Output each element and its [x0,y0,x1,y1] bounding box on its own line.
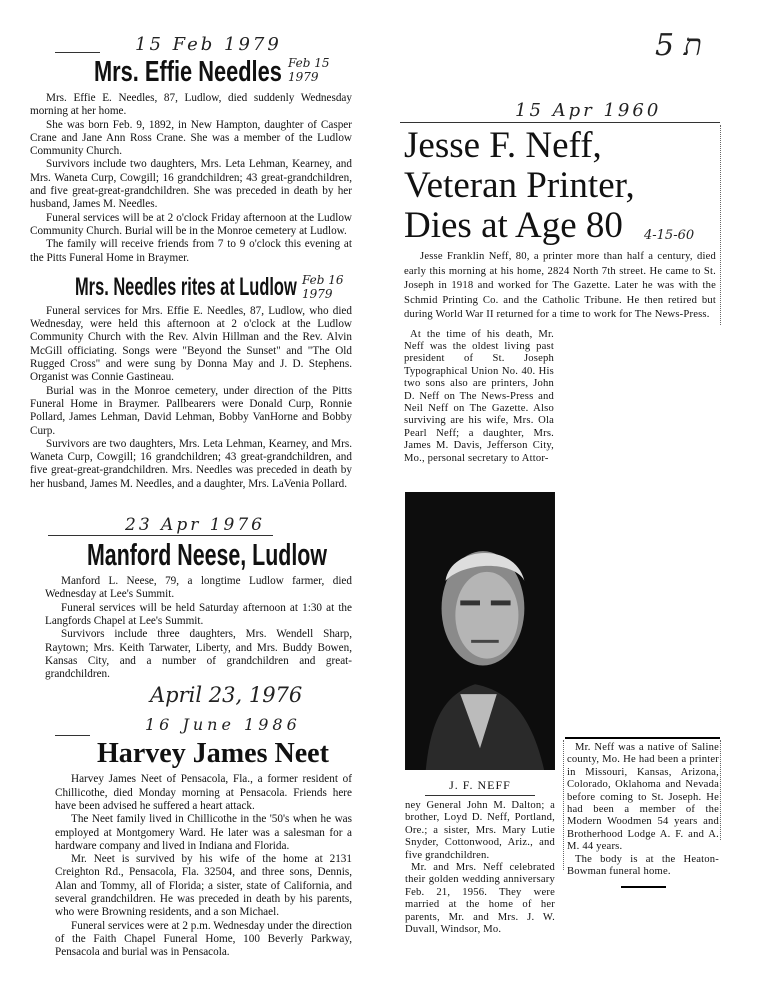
headline-row [404,166,720,206]
clip-edge [563,740,565,870]
obituary-body [55,773,352,959]
paragraph: Funeral services will be at 2 o'clock Friday afternoon at the Ludlow Community Church. Burial will be in the Monroe cemetery at Ludlow. [30,211,352,237]
margin-note: Feb 15 1979 [288,56,330,84]
date-row [30,515,352,537]
obituary-title: Harvey James Neet [97,737,329,770]
clip-edge [720,740,722,840]
paragraph: Survivors include three daughters, Mrs. Wendell Sharp, Raytown; Mrs. Keith Tarwater, Liberty, and Mrs. Buddy Bowen, Kansas City, and a number of grandchildren and great-grandchildren. [45,628,352,681]
paragraph: The Neet family lived in Chillicothe in the '50's when he was employed at Montgomery Ward. He later was a salesman for a hardware company and lived in Indiana and Florida. [55,813,352,852]
portrait-image [405,492,555,770]
headline-line: Veteran Printer, [404,165,635,206]
date-mark: 15 Apr 1960 [515,100,662,121]
article-column-2 [567,742,719,888]
title-row [30,737,352,773]
margin-note: April 23, 1976 [150,683,303,708]
date-row [30,715,352,737]
paragraph: At the time of his death, Mr. Neff was the oldest living past president of St. Joseph Typographical Union No. 40. His two sons also are printers, John D. Neff on The News-Press and Neil Neff on The Gazette. Also surviving are his wife, Mrs. Ola Pearl Neff; a daughter, Mrs. James M. Davis, Jefferson City, Mo., personal secretary to Attor- [404,328,554,464]
article-column-1 [404,329,554,465]
divider [621,886,666,888]
obituary-clipping [30,515,352,709]
paragraph: Mr. Neff was a native of Saline county, Mo. He had been a printer in Missouri, Kansas, Arizona, Colorado, Oklahoma and Nevada before coming to St. Joseph. He had been a member of the Modern Woodmen 54 years and Brotherhood Lodge A. F. and A. M. 44 years. [567,742,719,853]
paragraph: Survivors include two daughters, Mrs. Leta Lehman, Kearney, and Mrs. Waneta Curp, Cowgill; 16 grandchildren; 43 great-grandchildren, and five great-great-grandchildren. She was preceded in death by her husband, James M. Needles. [30,158,352,211]
obituary-title: Manford Neese, Ludlow [87,537,327,573]
margin-note: Feb 16 1979 [302,272,344,301]
paragraph: Funeral services for Mrs. Effie E. Needles, 87, Ludlow, who died Wednesday, were held this afternoon at 2 o'clock at the Ludlow Community Church with the Rev. Alvin Hillman and the Rev. Alvin McGill officiating. Songs were "Beyond the Sunset" and "The Old Rugged Cross" and were sung by Donna May and J. D. Stephens. Organist was Connie Gastineau. [30,304,352,384]
page-number-mark: ת 5 [655,28,702,63]
paragraph: Mr. Neet is survived by his wife of the home at 2131 Creighton Rd., Pensacola, Fla. 32504, and three sons, Dennis, Alan and Tommy, all of Florida; a sister, state of California, and several grandchildren. He was preceded in death by his parents, who were Browning residents, and a son Michael. [55,853,352,919]
obituary-clipping [30,34,352,265]
obituary-title: Mrs. Needles rites at Ludlow [75,272,297,301]
paragraph: Funeral services will be held Saturday afternoon at 1:30 at the Langfords Chapel at Lee's Summit. [45,601,352,627]
obituary-body [30,305,352,491]
divider [48,535,273,536]
paragraph: The body is at the Heaton-Bowman funeral home. [567,853,719,878]
clip-edge [720,125,722,325]
obituary-clipping [30,273,352,491]
headline-row [404,126,720,166]
date-mark: 23 Apr 1976 [125,515,265,536]
divider [425,795,535,796]
paragraph: She was born Feb. 9, 1892, in New Hampton, daughter of Casper Crane and Jane Ann Ross Crane. She was a member of the Ludlow Community Church. [30,118,352,158]
paragraph: Harvey James Neet of Pensacola, Fla., a former resident of Chillicothe, died Monday morning at Pensacola. Friends here have been advised he suffered a heart attack. [55,773,352,812]
divider [400,122,720,123]
obituary-clipping [30,715,352,959]
obituary-title: Mrs. Effie Needles [94,56,282,88]
paragraph: Funeral services were at 2 p.m. Wednesday under the direction of the Faith Chapel Funeral Home, 100 Beverly Parkway, Pensacola and burial was in Pensacola. [55,919,352,959]
paragraph: Mrs. Effie E. Needles, 87, Ludlow, died suddenly Wednesday morning at her home. [30,92,352,118]
portrait-photo [405,492,555,770]
headline-row [404,206,720,250]
paragraph: Survivors are two daughters, Mrs. Leta Lehman, Kearney, and Mrs. Waneta Curp, Cowgill; 16 grandchildren; 43 great-grandchildren, and five great-great-grandchildren. Mrs. Needles was preceded in death by her husband, James M. Needles, and a daughter, Mrs. LaVenia Pollard. [30,437,352,490]
obituary-body [30,92,352,265]
article-column-1-continued [405,800,555,936]
headline-line: Jesse F. Neff, [404,125,602,166]
paragraph: The family will receive friends from 7 to 9 o'clock this evening at the Pitts Funeral Home in Braymer. [30,238,352,264]
paragraph: Mr. and Mrs. Neff celebrated their golden wedding anniversary Feb. 21, 1956. They were married at the home of her parents, Mr. and Mrs. J. W. Duvall, Windsor, Mo. [405,862,555,936]
date-mark: 16 June 1986 [145,715,301,735]
photo-caption: J. F. NEFF [449,778,511,792]
obituary-body [45,575,352,681]
divider [55,735,90,736]
divider [55,52,100,53]
title-row [30,273,352,305]
title-row [30,537,352,575]
margin-note: 4-15-60 [644,228,695,243]
paragraph: Jesse Franklin Neff, 80, a printer more than half a century, died early this morning at his home, 2824 North 7th street. He came to St. Joseph in 1918 and worked for The Gazette. Later he was with the Schmid Printing Co. and the Catholic Tribune. He then retired but during World War II returned for a time to work for The News-Press. [404,251,716,320]
article-lead [404,250,716,323]
divider [565,737,720,739]
date-mark: 15 Feb 1979 [135,34,282,55]
headline-line: Dies at Age 80 [404,205,623,246]
paragraph: Burial was in the Monroe cemetery, under direction of the Pitts Funeral Home in Braymer. Pallbearers were Donald Curp, Ronnie Pollard, James Lehman, David Lehman, Bobby VanHorne and Bobby Curp. [30,384,352,437]
paragraph: Manford L. Neese, 79, a longtime Ludlow farmer, died Wednesday at Lee's Summit. [45,575,352,601]
paragraph: ney General John M. Dalton; a brother, Loyd D. Neff, Portland, Ore.; a sister, Mrs. Mary Lutie Snyder, Cottonwood, Ariz., and five grandchildren. [405,800,555,861]
title-row [30,56,352,92]
neff-article-top [404,126,720,465]
date-row [30,34,352,56]
left-column [30,34,352,960]
